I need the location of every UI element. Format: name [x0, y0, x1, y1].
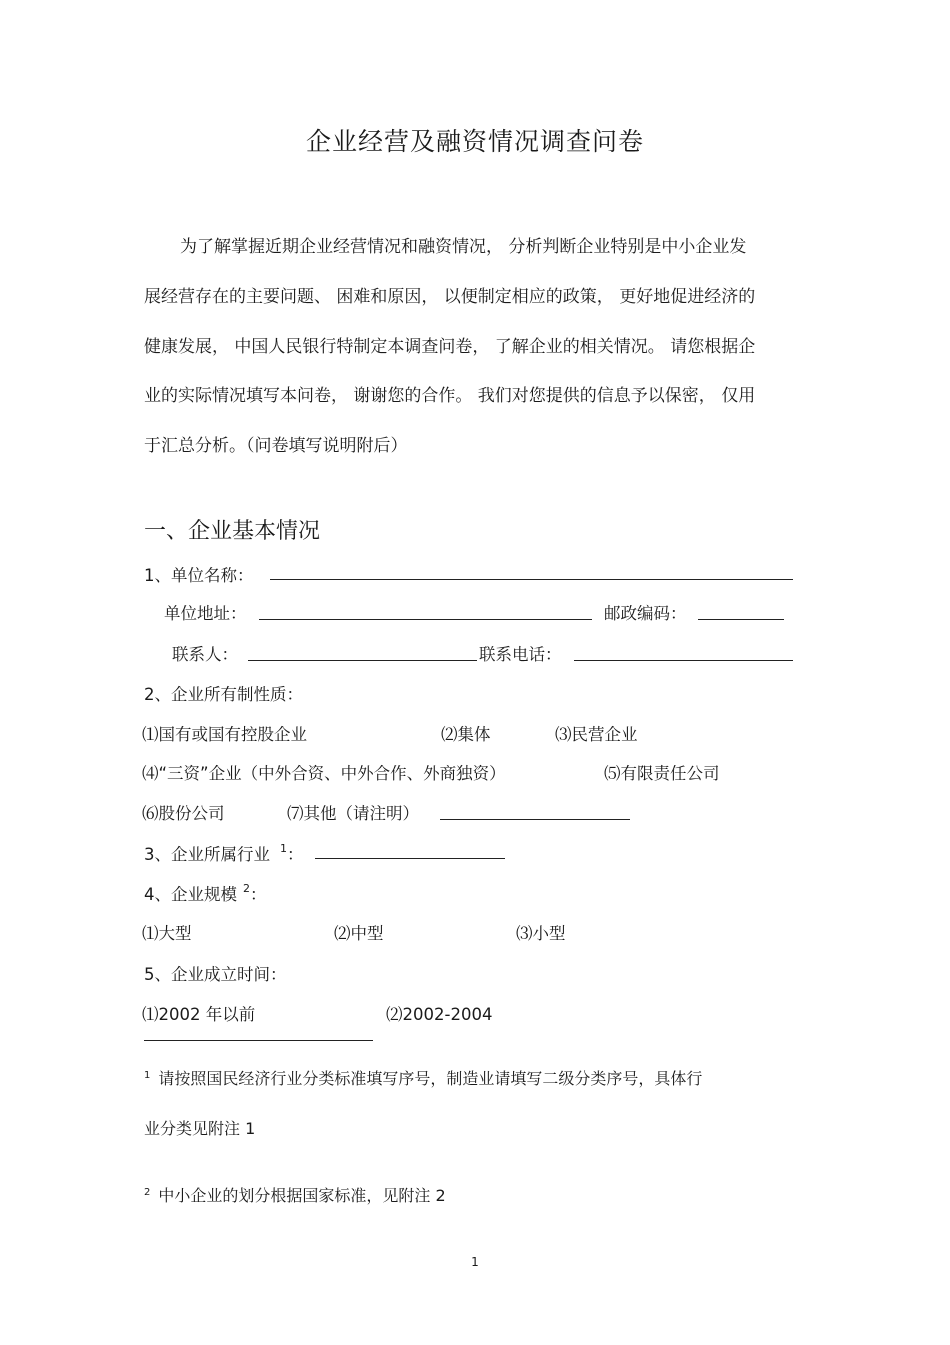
established-option-1[interactable]: ⑴2002 年以前 — [142, 1005, 256, 1024]
page-title: 企业经营及融资情况调查问卷 — [305, 127, 644, 156]
industry-colon: ： — [287, 845, 304, 864]
unit-name-label: 1、单位名称： — [144, 566, 254, 585]
footnote-ref-2: 2 — [243, 882, 250, 895]
footnote-1-text: 请按照国民经济行业分类标准填写序号，制造业请填写二级分类序号，具体行 — [158, 1069, 703, 1088]
ownership-option-4[interactable]: ⑷“三资”企业（中外合资、中外合作、外商独资） — [142, 764, 506, 783]
footnote-1-continued: 业分类见附注 1 — [144, 1119, 256, 1138]
scale-option-2[interactable]: ⑵中型 — [334, 924, 384, 943]
scale-option-1[interactable]: ⑴大型 — [142, 924, 192, 943]
ownership-option-1[interactable]: ⑴国有或国有控股企业 — [142, 725, 307, 744]
ownership-option-3[interactable]: ⑶民营企业 — [555, 725, 638, 744]
unit-address-field[interactable] — [259, 619, 592, 620]
industry-label-text: 3、企业所属行业 — [144, 845, 270, 864]
intro-line-2: 展经营存在的主要问题、 困难和原因， 以便制定相应的政策， 更好地促进经济的 — [144, 287, 756, 307]
footnote-2 — [144, 1183, 446, 1206]
unit-address-label: 单位地址： — [164, 604, 247, 623]
contact-phone-label: 联系电话： — [479, 645, 562, 664]
ownership-other-field[interactable] — [440, 819, 630, 820]
ownership-option-7[interactable]: ⑺其他（请注明） — [287, 804, 419, 823]
postcode-label: 邮政编码： — [604, 604, 687, 623]
intro-line-1: 为了解掌握近期企业经营情况和融资情况， 分析判断企业特别是中小企业发 — [180, 237, 747, 257]
industry-label — [144, 841, 304, 865]
intro-line-5: 于汇总分析。（问卷填写说明附后） — [144, 436, 408, 456]
established-option-2[interactable]: ⑵2002-2004 — [386, 1005, 493, 1024]
footnote-2-text: 中小企业的划分根据国家标准，见附注 2 — [158, 1186, 446, 1205]
unit-name-field[interactable] — [270, 579, 793, 580]
footnote-1 — [144, 1066, 702, 1089]
page-number: 1 — [471, 1255, 479, 1269]
contact-phone-field[interactable] — [574, 660, 793, 661]
scale-colon: ： — [250, 885, 267, 904]
scale-option-3[interactable]: ⑶小型 — [516, 924, 566, 943]
scale-label — [144, 881, 267, 905]
intro-line-3: 健康发展， 中国人民银行特制定本调查问卷， 了解企业的相关情况。 请您根据企 — [144, 337, 756, 357]
section-heading: 一、企业基本情况 — [144, 519, 321, 544]
ownership-option-5[interactable]: ⑸有限责任公司 — [604, 764, 720, 783]
scale-label-text: 4、企业规模 — [144, 885, 237, 904]
established-label: 5、企业成立时间： — [144, 965, 287, 984]
contact-person-field[interactable] — [248, 660, 477, 661]
contact-person-label: 联系人： — [172, 645, 238, 664]
footnote-ref-1: 1 — [280, 842, 287, 855]
footnote-2-mark: 2 — [144, 1187, 151, 1198]
footnote-separator — [144, 1040, 373, 1041]
intro-line-4: 业的实际情况填写本问卷， 谢谢您的合作。 我们对您提供的信息予以保密， 仅用 — [144, 386, 756, 406]
ownership-option-6[interactable]: ⑹股份公司 — [142, 804, 225, 823]
postcode-field[interactable] — [698, 619, 784, 620]
ownership-label: 2、企业所有制性质： — [144, 685, 303, 704]
industry-field[interactable] — [315, 858, 505, 859]
footnote-1-mark: 1 — [144, 1070, 151, 1081]
ownership-option-2[interactable]: ⑵集体 — [441, 725, 491, 744]
